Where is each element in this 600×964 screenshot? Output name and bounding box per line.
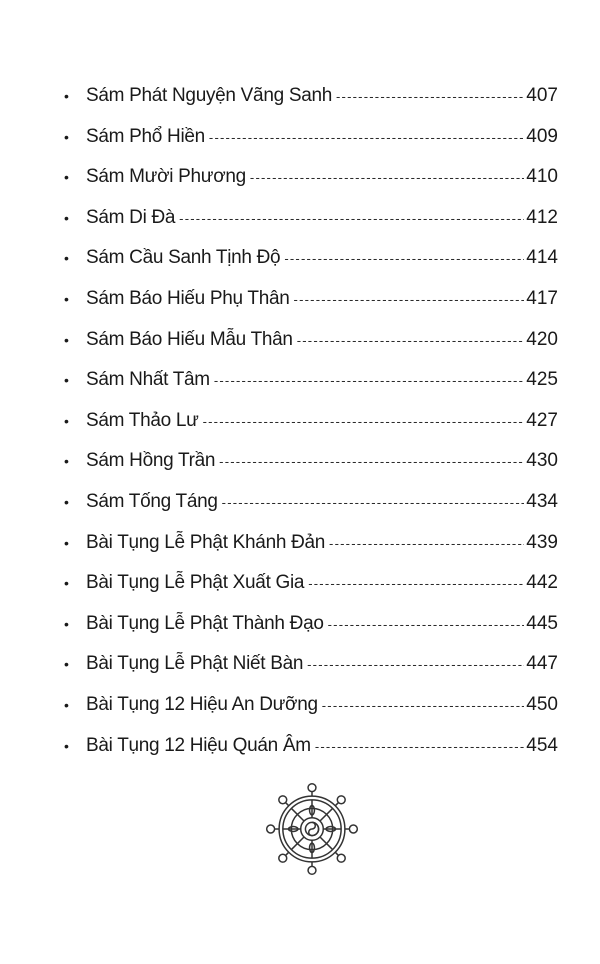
table-of-contents [64,80,558,770]
bullet: • [64,128,69,145]
bullet: • [64,372,69,389]
toc-entry-title: Bài Tụng 12 Hiệu An Dưỡng [86,693,318,715]
toc-entry-page: 445 [526,612,558,634]
dot-leader [220,487,524,519]
toc-entry-title: Sám Thảo Lư [86,409,199,431]
toc-entry[interactable] [64,689,558,730]
toc-entry-title: Sám Cầu Sanh Tịnh Độ [86,247,281,269]
bullet: • [64,331,69,348]
toc-entry[interactable] [64,283,558,324]
dot-leader [305,649,524,681]
toc-entry-title: Sám Mười Phương [86,166,246,188]
dot-leader [201,406,524,438]
bullet: • [64,737,69,754]
bullet: • [64,534,69,551]
toc-entry-title: Sám Báo Hiếu Mẫu Thân [86,328,293,350]
toc-entry-page: 410 [526,166,558,188]
toc-entry-title: Sám Tống Táng [86,490,218,512]
toc-entry[interactable] [64,730,558,771]
toc-entry-title: Sám Báo Hiếu Phụ Thân [86,287,290,309]
dot-leader [177,203,524,235]
toc-entry[interactable] [64,608,558,649]
toc-entry-title: Sám Hồng Trần [86,450,216,472]
toc-entry-page: 447 [526,653,558,675]
toc-entry[interactable] [64,324,558,365]
toc-entry-title: Bài Tụng Lễ Phật Thành Đạo [86,612,324,634]
dot-leader [292,284,524,316]
toc-entry-title: Bài Tụng Lễ Phật Xuất Gia [86,572,305,594]
toc-entry[interactable] [64,161,558,202]
dot-leader [217,446,524,478]
bullet: • [64,412,69,429]
toc-entry-page: 409 [526,125,558,147]
toc-entry[interactable] [64,121,558,162]
toc-entry-page: 417 [526,287,558,309]
toc-entry-page: 454 [526,734,558,756]
toc-entry-title: Sám Nhất Tâm [86,369,210,391]
toc-entry[interactable] [64,242,558,283]
dharma-wheel-icon [265,782,359,876]
toc-entry[interactable] [64,486,558,527]
dot-leader [248,162,524,194]
toc-entry[interactable] [64,202,558,243]
toc-entry-title: Sám Phát Nguyện Vãng Sanh [86,85,333,106]
dot-leader [326,609,524,641]
toc-entry-page: 442 [526,572,558,594]
toc-entry[interactable] [64,648,558,689]
toc-entry-page: 412 [526,206,558,228]
dot-leader [295,325,524,357]
toc-entry-title: Bài Tụng 12 Hiệu Quán Âm [86,734,311,756]
bullet: • [64,250,69,267]
toc-entry[interactable] [64,527,558,568]
toc-entry-title: Bài Tụng Lễ Phật Niết Bàn [86,653,304,675]
dot-leader [334,81,524,113]
toc-entry-page: 425 [526,369,558,391]
bullet: • [64,696,69,713]
bullet: • [64,493,69,510]
dot-leader [306,568,524,600]
toc-entry-title: Sám Di Đà [86,206,176,228]
dot-leader [320,690,524,722]
toc-entry[interactable] [64,405,558,446]
dot-leader [327,528,524,560]
toc-entry-title: Bài Tụng Lễ Phật Khánh Đản [86,531,326,553]
toc-entry[interactable] [64,364,558,405]
toc-entry[interactable] [64,80,558,121]
dot-leader [313,731,524,763]
toc-entry-page: 427 [526,409,558,431]
bullet: • [64,290,69,307]
bullet: • [64,209,69,226]
toc-entry-page: 439 [526,531,558,553]
bullet: • [64,575,69,592]
toc-entry-title: Sám Phổ Hiền [86,125,205,147]
toc-entry-page: 420 [526,328,558,350]
dot-leader [282,243,524,275]
toc-entry[interactable] [64,567,558,608]
toc-entry-page: 434 [526,490,558,512]
dot-leader [212,365,524,397]
toc-entry-page: 414 [526,247,558,269]
bullet: • [64,656,69,673]
toc-entry-page: 430 [526,450,558,472]
bullet: • [64,88,69,104]
toc-entry-page: 407 [526,85,558,106]
dot-leader [207,122,524,154]
bullet: • [64,615,69,632]
bullet: • [64,169,69,186]
bullet: • [64,453,69,470]
toc-entry-page: 450 [526,693,558,715]
toc-entry[interactable] [64,445,558,486]
